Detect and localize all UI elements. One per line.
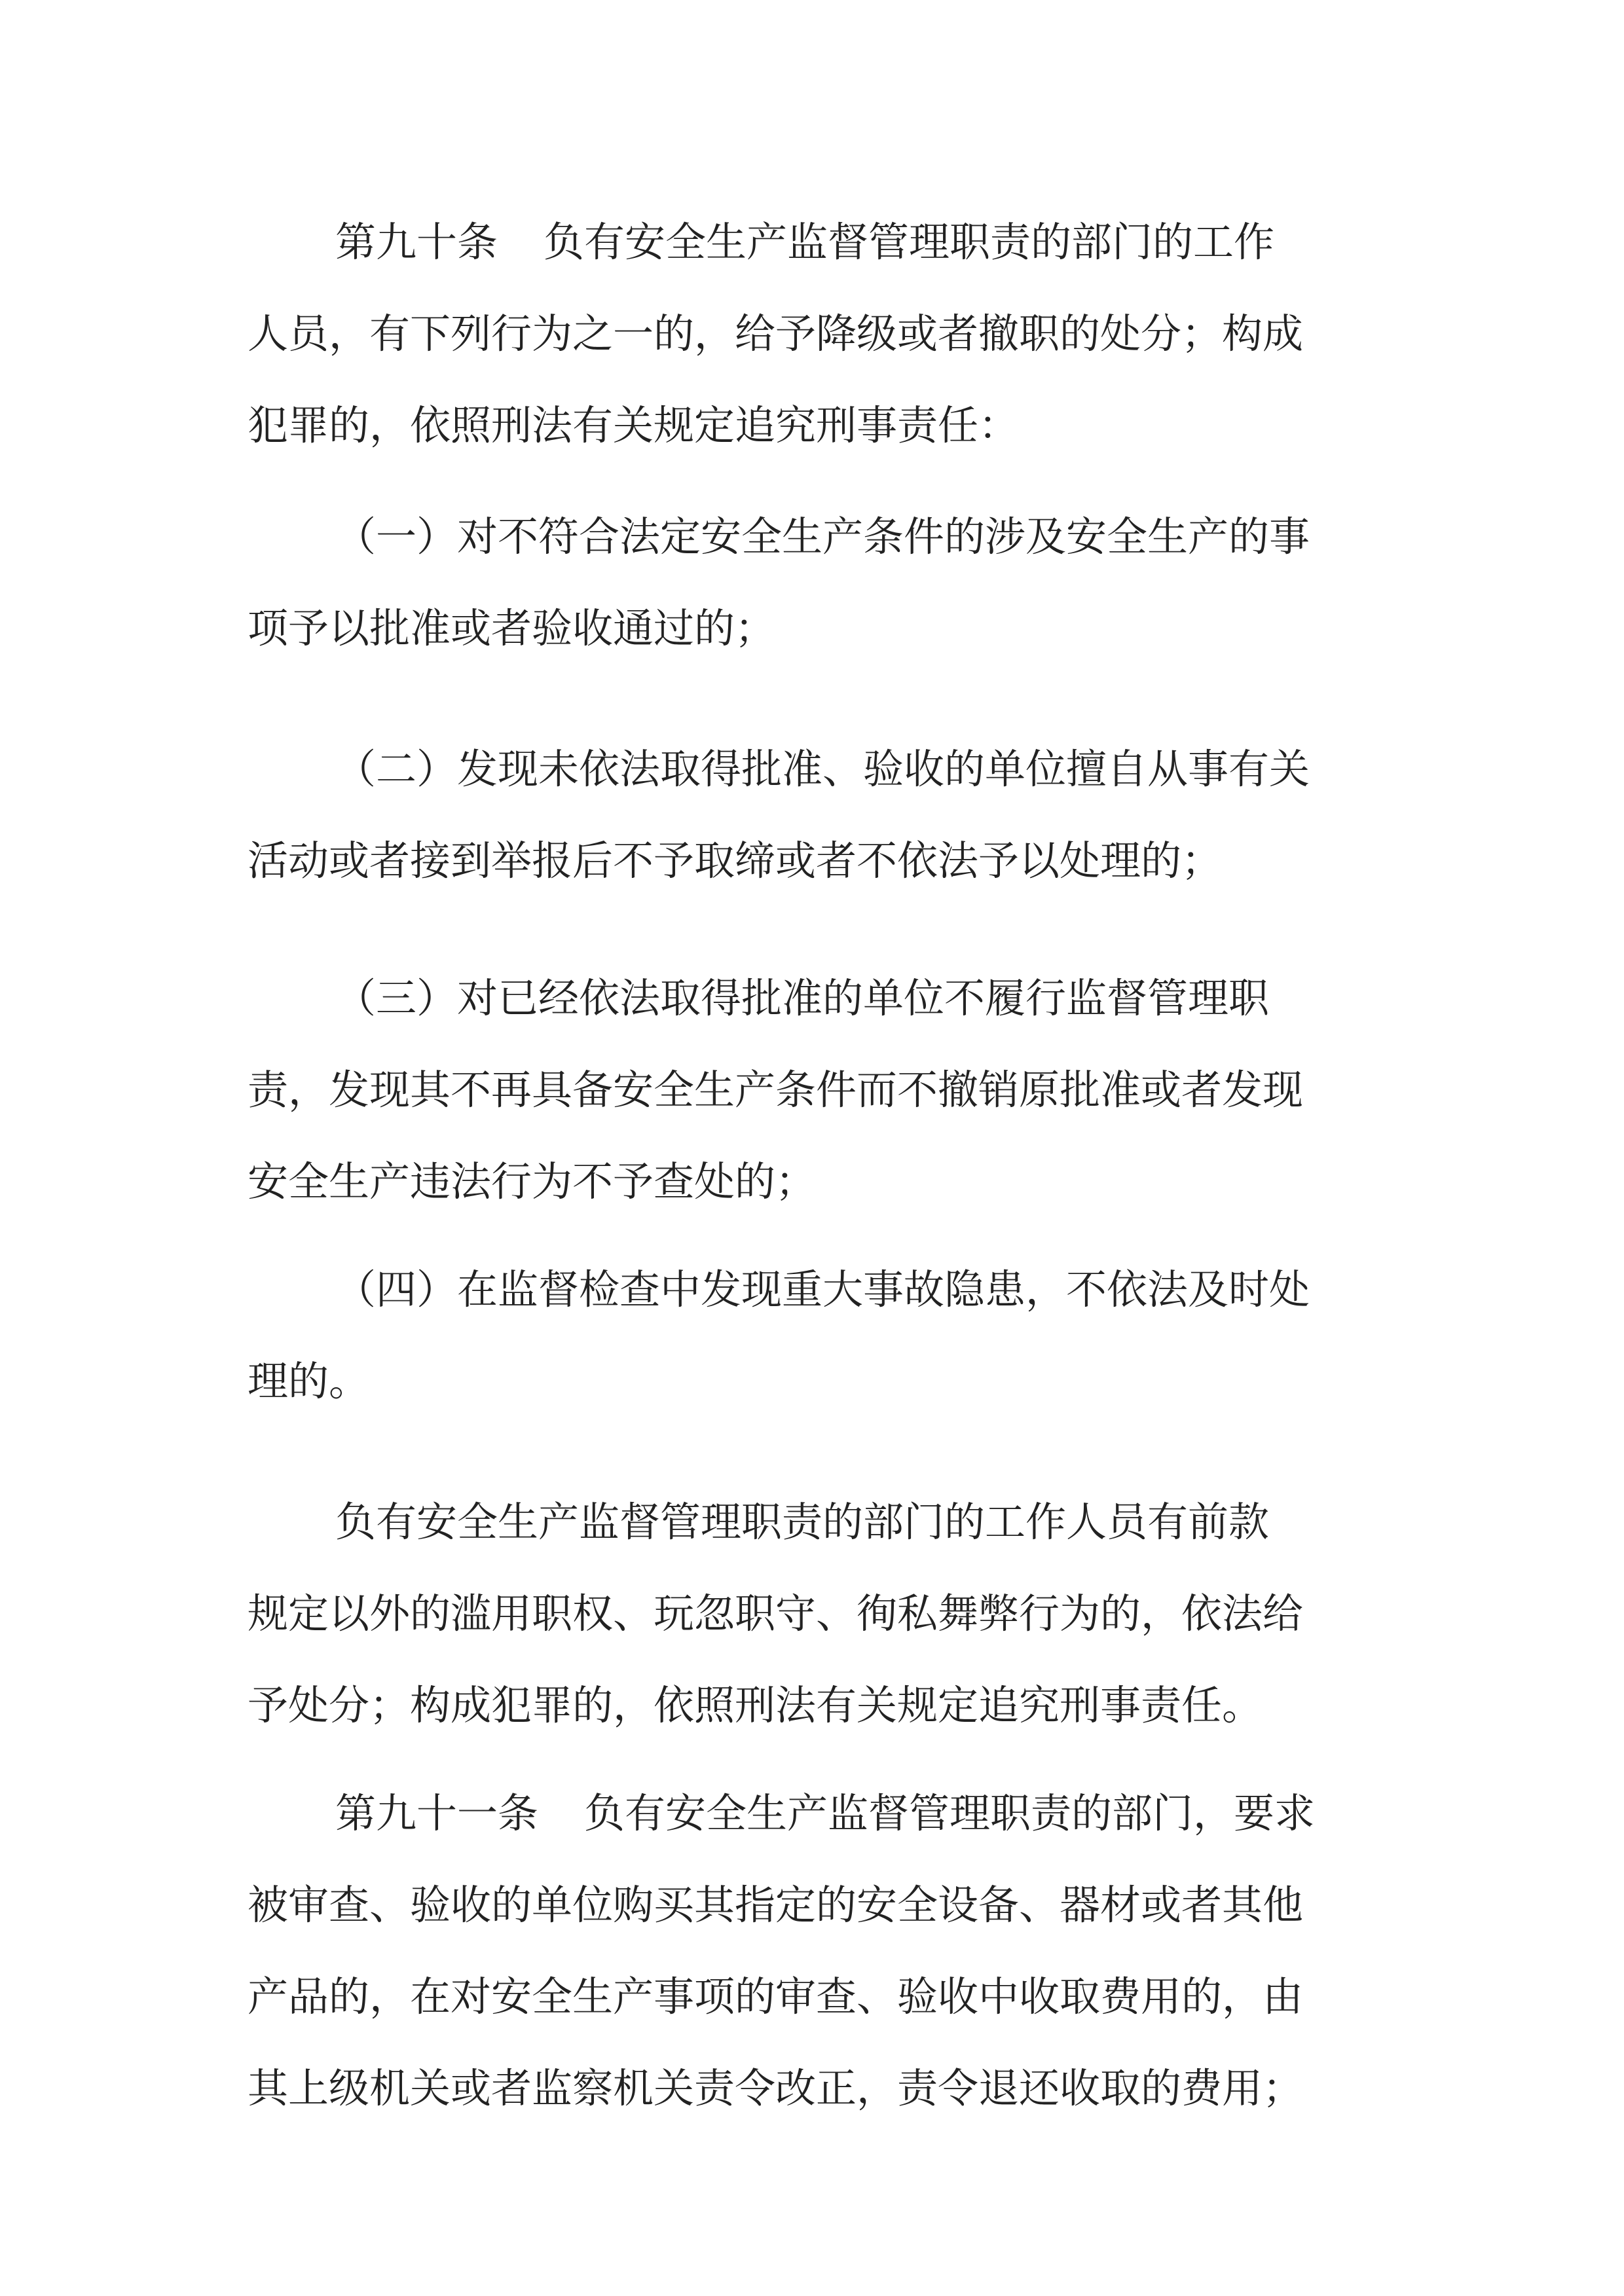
article-91-text-1: 负有安全生产监督管理职责的部门，要求 bbox=[584, 1789, 1316, 1837]
item-2 bbox=[248, 723, 1380, 907]
item-3-line-2: 责，发现其不再具备安全生产条件而不撤销原批准或者发现 bbox=[248, 1066, 1304, 1114]
article-91-line-3: 产品的，在对安全生产事项的审查、验收中收取费用的，由 bbox=[248, 1973, 1304, 2020]
article-91-line-4: 其上级机关或者监察机关责令改正，责令退还收取的费用； bbox=[248, 2064, 1304, 2112]
article-90-line-2: 人员，有下列行为之一的，给予降级或者撤职的处分；构成 bbox=[248, 310, 1304, 357]
article-90-paragraph-2 bbox=[248, 1476, 1380, 1751]
article-91-line-2: 被审查、验收的单位购买其指定的安全设备、器材或者其他 bbox=[248, 1881, 1304, 1929]
paragraph-90-2-line-2: 规定以外的滥用职权、玩忽职守、徇私舞弊行为的，依法给 bbox=[248, 1590, 1304, 1637]
item-4 bbox=[248, 1244, 1380, 1427]
article-91-line-1 bbox=[248, 1768, 1380, 1859]
item-3-line-3: 安全生产违法行为不予查处的； bbox=[248, 1157, 817, 1205]
article-90 bbox=[248, 196, 1380, 471]
item-3 bbox=[248, 953, 1380, 1228]
article-91 bbox=[248, 1768, 1380, 2134]
article-90-text-1: 负有安全生产监督管理职责的部门的工作 bbox=[544, 218, 1275, 266]
article-90-line-1 bbox=[248, 196, 1380, 288]
item-2-line-2: 活动或者接到举报后不予取缔或者不依法予以处理的； bbox=[248, 837, 1223, 884]
item-3-line-1: （三）对已经依法取得批准的单位不履行监督管理职 bbox=[335, 974, 1270, 1022]
article-91-heading: 第九十一条 bbox=[335, 1789, 539, 1837]
item-1-line-2: 项予以批准或者验收通过的； bbox=[248, 604, 776, 652]
item-4-line-1: （四）在监督检查中发现重大事故隐患，不依法及时处 bbox=[335, 1266, 1310, 1313]
article-90-heading: 第九十条 bbox=[335, 218, 498, 266]
item-1 bbox=[248, 491, 1380, 674]
paragraph-90-2-line-3: 予处分；构成犯罪的，依照刑法有关规定追究刑事责任。 bbox=[248, 1681, 1263, 1729]
paragraph-90-2-line-1: 负有安全生产监督管理职责的部门的工作人员有前款 bbox=[335, 1498, 1270, 1546]
item-1-line-1: （一）对不符合法定安全生产条件的涉及安全生产的事 bbox=[335, 513, 1310, 560]
item-4-line-2: 理的。 bbox=[248, 1357, 370, 1405]
article-90-line-3: 犯罪的，依照刑法有关规定追究刑事责任： bbox=[248, 401, 1020, 449]
item-2-line-1: （二）发现未依法取得批准、验收的单位擅自从事有关 bbox=[335, 745, 1310, 793]
